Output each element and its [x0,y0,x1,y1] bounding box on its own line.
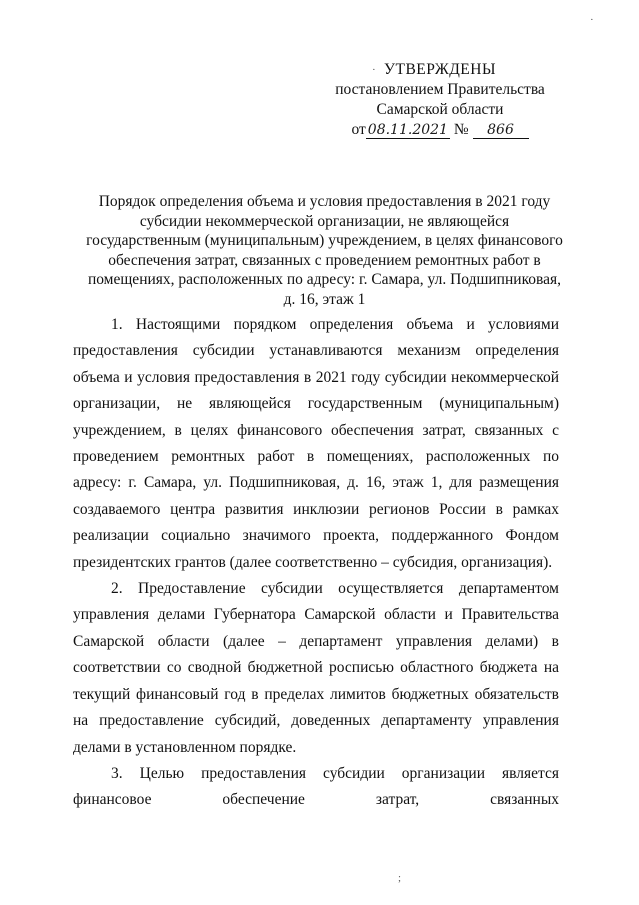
document-title: Порядок определения объема и условия предоставления в 2021 году субсидии некоммерческой организации, не являющейся государственным (муниципальным) учреждением, в целях финансового обеспечения затрат, связанных с проведением ремонтных работ в помещениях, расположенных по адресу: г. Самара, ул. Подшипниковая, д. 16, этаж 1 [86,193,563,308]
approval-line-1: постановлением Правительства [335,81,545,98]
paragraph-2-text: 2. Предоставление субсидии осуществляется департаментом управления делами Губернатора Самарской области и Правительства Самарской области (далее – департамент управления делами) в соответствии со сводной бюджетной росписью областного бюджета на текущий финансовый год в пределах лимитов бюджетных обязательств на предоставление субсидий, доведенных департаменту управления делами в установленном порядке. [73,580,559,756]
approved-heading: УТВЕРЖДЕНЫ [384,61,496,78]
handwritten-number: 866 [473,122,529,139]
approval-stamp-block [330,60,550,140]
approval-date-line [330,120,550,140]
approval-line-2: Самарской области [376,101,504,118]
scan-speck: · [590,14,594,26]
handwritten-date: 08.11.2021 [367,122,448,138]
scan-speck: · [372,64,376,76]
from-label: от [351,121,366,138]
scan-speck: ; [398,872,402,884]
paragraph-3 [73,761,559,814]
document-body [73,312,559,814]
paragraph-1 [73,312,559,576]
number-label: № [453,121,469,138]
paragraph-1-text: 1. Настоящими порядком определения объема и условиями предоставления субсидии устанавливаются механизм определения объема и условия предоставления в 2021 году субсидии некоммерческой организации, не являющейся государственным (муниципальным) учреждением, в целях финансового обеспечения затрат, связанных с проведением ремонтных работ в помещениях, расположенных по адресу: г. Самара, ул. Подшипниковая, д. 16, этаж 1, для размещения создаваемого центра развития инклюзии регионов России в рамках реализации социально значимого проекта, поддержанного Фондом президентских грантов (далее соответственно – субсидия, организация). [73,316,559,571]
paragraph-2 [73,576,559,761]
paragraph-3-text: 3. Целью предоставления субсидии организации является финансовое обеспечение затрат, связанных [73,764,559,809]
